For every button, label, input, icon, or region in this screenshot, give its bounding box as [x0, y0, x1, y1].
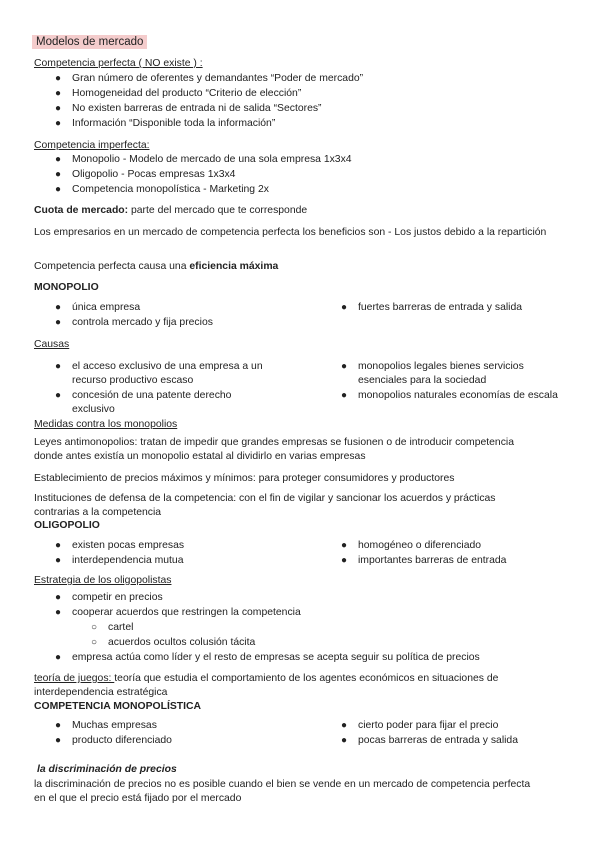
- list-item-text: Monopolio - Modelo de mercado de una sola empresa 1x3x4: [72, 154, 352, 165]
- list-item-text: acuerdos ocultos colusión tácita: [108, 637, 256, 648]
- instituciones-line2: contrarias a la competencia: [34, 507, 162, 518]
- list-item-text: Homogeneidad del producto “Criterio de elección”: [72, 88, 302, 99]
- bullet-icon: ●: [341, 361, 348, 372]
- list-item: [55, 87, 302, 100]
- empresarios-paragraph: Los empresarios en un mercado de competencia perfecta los beneficios son - Los justos debido a la repartición: [34, 227, 547, 238]
- list-item: [55, 539, 185, 552]
- list-item: [55, 168, 236, 181]
- imperfecta-heading: Competencia imperfecta:: [34, 140, 150, 151]
- bullet-icon: ●: [55, 73, 62, 84]
- hollow-bullet-icon: ○: [91, 622, 98, 633]
- bullet-icon: ●: [341, 540, 348, 551]
- list-item-text: controla mercado y fija precios: [72, 317, 213, 328]
- list-item: [55, 389, 232, 402]
- eficiencia-bold: eficiencia máxima: [189, 261, 279, 272]
- list-item-text: existen pocas empresas: [72, 540, 185, 551]
- eficiencia-paragraph: [34, 260, 278, 273]
- list-item-text: cierto poder para fijar el precio: [358, 720, 499, 731]
- list-item-text: fuertes barreras de entrada y salida: [358, 302, 523, 313]
- bullet-icon: ●: [341, 555, 348, 566]
- bullet-icon: ●: [55, 607, 62, 618]
- list-item-text: Muchas empresas: [72, 720, 157, 731]
- list-item: [55, 554, 184, 567]
- list-item-text: Información “Disponible toda la información”: [72, 118, 276, 129]
- monopolio-heading: MONOPOLIO: [34, 282, 99, 293]
- discriminacion-heading: la discriminación de precios: [37, 764, 177, 775]
- list-item-text: esenciales para la sociedad: [358, 375, 487, 386]
- bullet-icon: ●: [55, 184, 62, 195]
- list-item-text: No existen barreras de entrada ni de salida “Sectores”: [72, 103, 322, 114]
- bullet-icon: ●: [55, 390, 62, 401]
- list-item-text: exclusivo: [72, 404, 115, 415]
- list-item: [55, 153, 352, 166]
- cuota-paragraph: [34, 204, 307, 217]
- juegos-line2: interdependencia estratégica: [34, 687, 168, 698]
- estrategia-heading: Estrategia de los oligopolistas: [34, 575, 172, 586]
- list-item-text: producto diferenciado: [72, 735, 172, 746]
- list-item: [341, 389, 558, 402]
- list-item: [55, 591, 163, 604]
- list-item: [341, 360, 524, 373]
- list-item: [55, 102, 322, 115]
- leyes-line1: Leyes antimonopolios: tratan de impedir que grandes empresas se fusionen o de introducir competencia: [34, 437, 514, 448]
- bullet-icon: ●: [55, 154, 62, 165]
- list-item: [55, 734, 172, 747]
- bullet-icon: ●: [341, 735, 348, 746]
- bullet-icon: ●: [55, 169, 62, 180]
- bullet-icon: ●: [55, 720, 62, 731]
- list-item-text: única empresa: [72, 302, 141, 313]
- list-item-text: homogéneo o diferenciado: [358, 540, 482, 551]
- list-item-text: el acceso exclusivo de una empresa a un: [72, 361, 263, 372]
- bullet-icon: ●: [55, 317, 62, 328]
- list-item: [55, 117, 276, 130]
- juegos-term: teoría de juegos:: [34, 673, 115, 684]
- list-item-text: pocas barreras de entrada y salida: [358, 735, 518, 746]
- list-item-continuation: [358, 374, 486, 387]
- bullet-icon: ●: [55, 592, 62, 603]
- list-item-continuation: [72, 374, 193, 387]
- list-item-text: competir en precios: [72, 592, 163, 603]
- list-item-text: importantes barreras de entrada: [358, 555, 507, 566]
- bullet-icon: ●: [55, 88, 62, 99]
- perfecta-heading: Competencia perfecta ( NO existe ) :: [34, 58, 203, 69]
- cuota-text: parte del mercado que te corresponde: [128, 205, 308, 216]
- discriminacion-line1: la discriminación de precios no es posible cuando el bien se vende en un mercado de competencia perfecta: [34, 779, 531, 790]
- bullet-icon: ●: [55, 652, 62, 663]
- list-item-text: Oligopolio - Pocas empresas 1x3x4: [72, 169, 236, 180]
- bullet-icon: ●: [55, 735, 62, 746]
- list-item-text: cartel: [108, 622, 134, 633]
- bullet-icon: ●: [55, 540, 62, 551]
- sub-list-item: [91, 621, 134, 634]
- list-item-continuation: [72, 403, 115, 416]
- bullet-icon: ●: [55, 118, 62, 129]
- list-item: [55, 316, 213, 329]
- hollow-bullet-icon: ○: [91, 637, 98, 648]
- eficiencia-prefix: Competencia perfecta causa una: [34, 261, 190, 272]
- leyes-line2: donde antes existía un monopolio estatal al dividirlo en varias empresas: [34, 451, 366, 462]
- list-item: [341, 301, 523, 314]
- list-item-text: recurso productivo escaso: [72, 375, 194, 386]
- monopolistica-heading: COMPETENCIA MONOPOLÍSTICA: [34, 701, 202, 712]
- list-item-text: cooperar acuerdos que restringen la competencia: [72, 607, 301, 618]
- list-item-text: Gran número de oferentes y demandantes “Poder de mercado”: [72, 73, 364, 84]
- cuota-term: Cuota de mercado:: [34, 205, 129, 216]
- list-item-text: monopolios naturales economías de escala: [358, 390, 558, 401]
- oligopolio-heading: OLIGOPOLIO: [34, 520, 100, 531]
- bullet-icon: ●: [55, 103, 62, 114]
- sub-list-item: [91, 636, 256, 649]
- list-item: [341, 734, 518, 747]
- list-item: [341, 719, 499, 732]
- list-item: [55, 301, 141, 314]
- list-item-text: Competencia monopolística - Marketing 2x: [72, 184, 269, 195]
- bullet-icon: ●: [341, 720, 348, 731]
- list-item-text: monopolios legales bienes servicios: [358, 361, 524, 372]
- bullet-icon: ●: [55, 302, 62, 313]
- list-item: [341, 539, 482, 552]
- title-highlight: Modelos de mercado: [32, 35, 147, 49]
- list-item: [55, 651, 480, 664]
- list-item: [55, 183, 269, 196]
- bullet-icon: ●: [55, 555, 62, 566]
- bullet-icon: ●: [55, 361, 62, 372]
- medidas-heading: Medidas contra los monopolios: [34, 419, 178, 430]
- bullet-icon: ●: [341, 302, 348, 313]
- list-item: [55, 606, 301, 619]
- juegos-text: teoría que estudia el comportamiento de los agentes económicos en situaciones de: [114, 673, 499, 684]
- list-item: [55, 719, 157, 732]
- page-title: [32, 36, 147, 49]
- list-item-text: empresa actúa como líder y el resto de empresas se acepta seguir su política de precios: [72, 652, 480, 663]
- causas-heading: Causas: [34, 339, 70, 350]
- list-item: [55, 72, 364, 85]
- list-item: [55, 360, 263, 373]
- list-item-text: interdependencia mutua: [72, 555, 184, 566]
- list-item-text: concesión de una patente derecho: [72, 390, 232, 401]
- discriminacion-line2: en el que el precio está fijado por el mercado: [34, 793, 242, 804]
- precios-paragraph: Establecimiento de precios máximos y mínimos: para proteger consumidores y productores: [34, 473, 455, 484]
- list-item: [341, 554, 507, 567]
- instituciones-line1: Instituciones de defensa de la competencia: con el fin de vigilar y sancionar los acuerdos y prácticas: [34, 493, 496, 504]
- juegos-line1: [34, 672, 498, 685]
- bullet-icon: ●: [341, 390, 348, 401]
